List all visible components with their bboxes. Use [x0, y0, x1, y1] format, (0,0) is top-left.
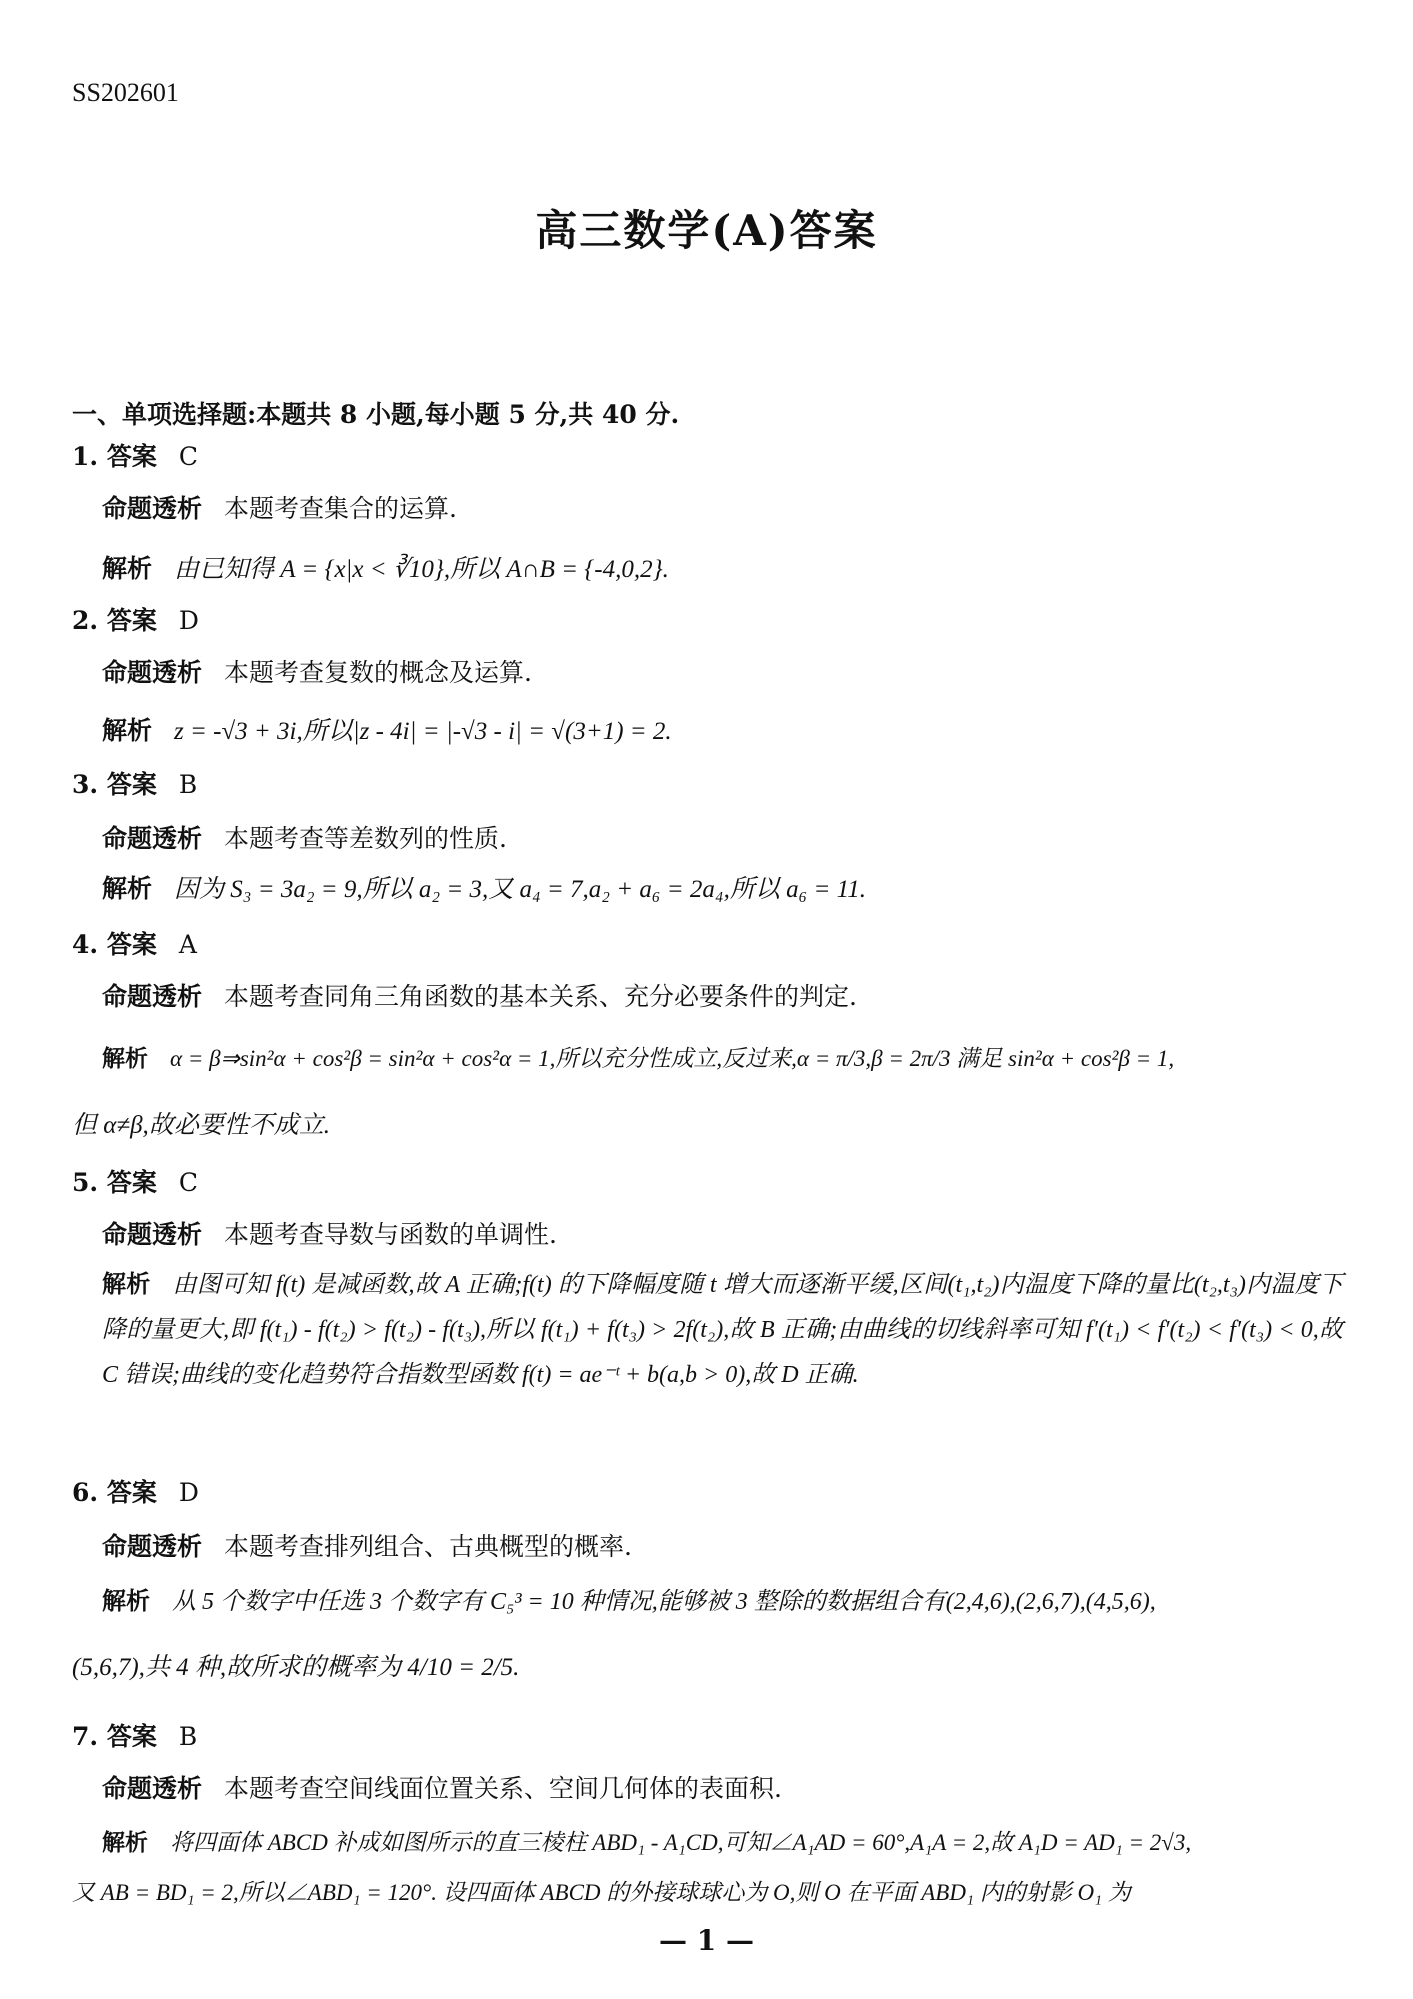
q2-answer-line: 2. 答案 D — [72, 606, 199, 635]
q4-analysis: 解析 α = β⇒sin²α + cos²β = sin²α + cos²α = 1,所以充分性成立,反过来,α = π/3,β = 2π/3 满足 sin²α + cos²β = 1, — [102, 1045, 1175, 1072]
q7-intent: 命题透析 本题考查空间线面位置关系、空间几何体的表面积. — [102, 1774, 782, 1803]
q3-analysis: 解析 因为 S₃ = 3a₂ = 9,所以 a₂ = 3,又 a₄ = 7,a₂ + a₆ = 2a₄,所以 a₆ = 11. — [102, 874, 867, 903]
q3-intent: 命题透析 本题考查等差数列的性质. — [102, 824, 507, 853]
q5-answer-line: 5. 答案 C — [72, 1168, 198, 1197]
q1-intent: 命题透析 本题考查集合的运算. — [102, 494, 457, 523]
q7-answer-line: 7. 答案 B — [72, 1722, 198, 1751]
q2-analysis: 解析 z = -√3 + 3i,所以|z - 4i| = |-√3 - i| = √(3+1) = 2. — [102, 716, 672, 745]
q7-analysis: 解析 将四面体 ABCD 补成如图所示的直三棱柱 ABD₁ - A₁CD,可知∠A₁AD = 60°,A₁A = 2,故 A₁D = AD₁ = 2√3, — [102, 1829, 1192, 1856]
q6-intent: 命题透析 本题考查排列组合、古典概型的概率. — [102, 1532, 632, 1561]
page-number: — 1 — — [659, 1924, 754, 1957]
q1-number: 1. 答案 — [72, 442, 157, 471]
q5-analysis: 解析 由图可知 f(t) 是减函数,故 A 正确;f(t) 的下降幅度随 t 增大而逐渐平缓,区间(t₁,t₂)内温度下降的量比(t₂,t₃)内温度下降的量更大,即 f(t₁) - f(t₂) > f(t₂) - f(t₃),所以 f(t₁) + f(t₃) > 2f(t₂),故 B 正确;由曲线的切线斜率可知 f′(t₁) < f′(t₂) < f′(t₃) < 0,故 C 错误;曲线的变化趋势符合指数型函数 f(t) = ae⁻ᵗ + b(a,b > 0),故 D 正确. — [102, 1269, 1344, 1388]
q5-intent: 命题透析 本题考查导数与函数的单调性. — [102, 1220, 557, 1249]
section-heading: 一、单项选择题:本题共 8 小题,每小题 5 分,共 40 分. — [72, 400, 680, 429]
q6-analysis: 解析 从 5 个数字中任选 3 个数字有 C₅³ = 10 种情况,能够被 3 整除的数据组合有(2,4,6),(2,6,7),(4,5,6), — [102, 1586, 1156, 1615]
q2-intent: 命题透析 本题考查复数的概念及运算. — [102, 658, 532, 687]
page-title: 高三数学(A)答案 — [535, 206, 878, 255]
q1-answer-line — [72, 440, 1343, 474]
q4-answer-line: 4. 答案 A — [72, 930, 197, 959]
q7-analysis-cont: 又 AB = BD₁ = 2,所以∠ABD₁ = 120°. 设四面体 ABCD 的外接球球心为 O,则 O 在平面 ABD₁ 内的射影 O₁ 为 — [72, 1880, 1131, 1905]
q1-answer: C — [178, 442, 198, 471]
document-code: SS202601 — [72, 78, 179, 107]
q6-analysis-cont: (5,6,7),共 4 种,故所求的概率为 4/10 = 2/5. — [72, 1654, 520, 1681]
q7-answer: B — [178, 1722, 198, 1751]
q4-answer: A — [178, 930, 197, 959]
q4-analysis-cont: 但 α≠β,故必要性不成立. — [72, 1112, 331, 1139]
q1-analysis: 解析 由已知得 A = {x|x < ∛10},所以 A∩B = {-4,0,2}. — [102, 554, 669, 583]
q6-answer-line: 6. 答案 D — [72, 1478, 199, 1507]
q3-answer: B — [178, 770, 198, 799]
q4-intent: 命题透析 本题考查同角三角函数的基本关系、充分必要条件的判定. — [102, 982, 857, 1011]
q3-answer-line: 3. 答案 B — [72, 770, 198, 799]
q6-answer: D — [178, 1478, 199, 1507]
q5-answer: C — [178, 1168, 198, 1197]
q2-answer: D — [178, 606, 199, 635]
